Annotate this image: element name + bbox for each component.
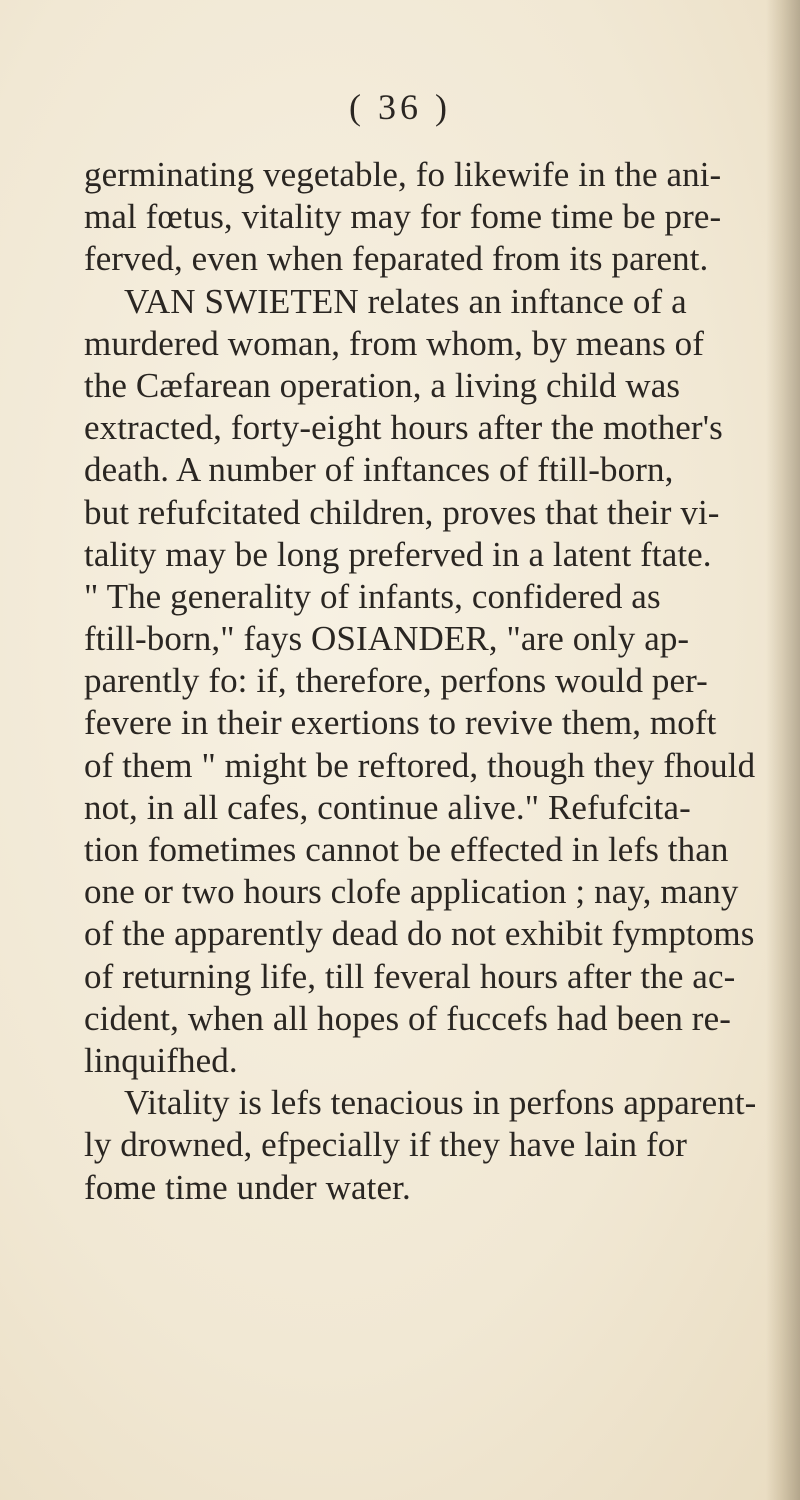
text-line: of returning life, till feveral hours after the ac-: [84, 956, 736, 996]
body-text: [84, 154, 774, 1209]
text-line: linquifhed.: [84, 1040, 238, 1080]
text-line: but refufcitated children, proves that their vi-: [84, 492, 720, 532]
text-line: ferved, even when feparated from its parent.: [84, 239, 709, 279]
text-line: germinating vegetable, fo likewife in the ani-: [84, 155, 722, 194]
text-line: fome time under water.: [84, 1167, 411, 1207]
text-line: Vitality is lefs tenacious in perfons apparent-: [124, 1083, 757, 1123]
text-line: the Cæfarean operation, a living child was: [84, 365, 681, 405]
text-line: tality may be long preferved in a latent ftate.: [84, 534, 712, 574]
text-line: " The generality of infants, confidered as: [84, 576, 661, 616]
text-line: parently fo: if, therefore, perfons would per-: [84, 661, 708, 701]
text-line: VAN SWIETEN relates an inftance of a: [124, 281, 687, 321]
page-number: ( 36 ): [349, 87, 451, 127]
text-line: of the apparently dead do not exhibit fymptoms: [84, 914, 755, 954]
text-line: cident, when all hopes of fuccefs had been re-: [84, 998, 731, 1038]
text-line: not, in all cafes, continue alive." Refufcita-: [84, 787, 691, 827]
text-line: death. A number of inftances of ftill-born,: [84, 450, 674, 490]
text-line: of them " might be reftored, though they fhould: [84, 745, 756, 785]
text-line: mal fœtus, vitality may for fome time be pre-: [84, 197, 722, 237]
text-line: murdered woman, from whom, by means of: [84, 323, 705, 363]
text-line: tion fometimes cannot be effected in lefs than: [84, 830, 729, 869]
text-line: one or two hours clofe application ; nay, many: [84, 872, 739, 912]
text-line: extracted, forty-eight hours after the mother's: [84, 408, 723, 448]
text-line: ly drowned, efpecially if they have lain for: [84, 1125, 688, 1165]
text-line: fevere in their exertions to revive them, moft: [84, 703, 717, 743]
text-line: ftill-born," fays OSIANDER, "are only ap-: [84, 619, 690, 659]
